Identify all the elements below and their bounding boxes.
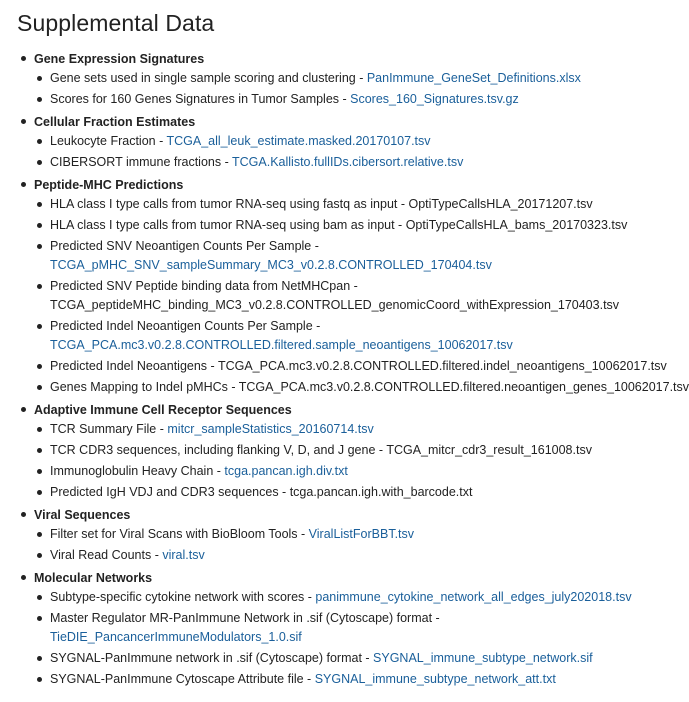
bullet-icon (37, 656, 42, 661)
file-link[interactable]: Scores_160_Signatures.tsv.gz (350, 92, 519, 106)
list-item (34, 378, 689, 397)
bullet-icon (37, 595, 42, 600)
item-description: CIBERSORT immune fractions - (50, 155, 233, 169)
section-title: Cellular Fraction Estimates (34, 115, 196, 129)
file-link[interactable]: PanImmune_GeneSet_Definitions.xlsx (366, 71, 581, 85)
list-item (34, 195, 689, 214)
bullet-icon (37, 160, 42, 165)
item-description: Scores for 160 Genes Signatures in Tumor Samples - (50, 92, 351, 106)
file-link[interactable]: tcga.pancan.igh.div.txt (224, 464, 348, 478)
item-description: Viral Read Counts - (50, 548, 163, 562)
list-item (34, 649, 689, 668)
bullet-icon (21, 119, 26, 124)
item-list (34, 588, 689, 692)
bullet-icon (37, 223, 42, 228)
list-item (34, 525, 689, 544)
section (17, 568, 689, 692)
file-link[interactable]: TieDIE_PancancerImmuneModulators_1.0.sif (50, 630, 302, 644)
list-item (34, 670, 689, 689)
list-item (34, 546, 689, 565)
item-description: Master Regulator MR-PanImmune Network in .sif (Cytoscape) format - (50, 611, 440, 625)
file-name: tcga.pancan.igh.with_barcode.txt (289, 485, 473, 499)
section (17, 112, 689, 175)
bullet-icon (37, 490, 42, 495)
list-item (34, 153, 689, 172)
list-item (34, 90, 689, 109)
item-list (34, 525, 689, 568)
bullet-icon (37, 244, 42, 249)
list-item (34, 277, 689, 315)
bullet-icon (37, 76, 42, 81)
file-name: OptiTypeCallsHLA_bams_20170323.tsv (405, 218, 628, 232)
bullet-icon (37, 139, 42, 144)
file-link[interactable]: SYGNAL_immune_subtype_network_att.txt (314, 672, 556, 686)
list-item (34, 132, 689, 151)
section-title: Molecular Networks (34, 571, 153, 585)
section-title: Viral Sequences (34, 508, 131, 522)
bullet-icon (21, 182, 26, 187)
item-description: Predicted Indel Neoantigen Counts Per Sample - (50, 319, 321, 333)
bullet-icon (37, 448, 42, 453)
item-description: SYGNAL-PanImmune network in .sif (Cytoscape) format - (50, 651, 374, 665)
file-name: TCGA_PCA.mc3.v0.2.8.CONTROLLED.filtered.indel_neoantigens_10062017.tsv (217, 359, 667, 373)
item-description: Predicted SNV Neoantigen Counts Per Sample - (50, 239, 319, 253)
list-item (34, 609, 689, 647)
bullet-icon (21, 575, 26, 580)
bullet-icon (21, 56, 26, 61)
bullet-icon (37, 532, 42, 537)
item-list (34, 420, 689, 505)
item-description: TCR CDR3 sequences, including flanking V, D, and J gene - (50, 443, 387, 457)
item-description: Predicted IgH VDJ and CDR3 sequences - (50, 485, 290, 499)
list-item (34, 483, 689, 502)
bullet-icon (37, 427, 42, 432)
file-link[interactable]: mitcr_sampleStatistics_20160714.tsv (167, 422, 374, 436)
item-description: HLA class I type calls from tumor RNA-seq using fastq as input - (50, 197, 409, 211)
section-title: Gene Expression Signatures (34, 52, 205, 66)
list-item (34, 317, 689, 355)
item-description: HLA class I type calls from tumor RNA-seq using bam as input - (50, 218, 406, 232)
item-description: Leukocyte Fraction - (50, 134, 167, 148)
file-link[interactable]: panimmune_cytokine_network_all_edges_july202018.tsv (315, 590, 632, 604)
bullet-icon (37, 97, 42, 102)
file-link[interactable]: ViralListForBBT.tsv (308, 527, 415, 541)
section-title: Peptide-MHC Predictions (34, 178, 184, 192)
item-description: TCR Summary File - (50, 422, 168, 436)
file-link[interactable]: TCGA_all_leuk_estimate.masked.20170107.tsv (166, 134, 431, 148)
bullet-icon (37, 385, 42, 390)
section-title: Adaptive Immune Cell Receptor Sequences (34, 403, 292, 417)
item-description: SYGNAL-PanImmune Cytoscape Attribute file - (50, 672, 315, 686)
list-item (34, 588, 689, 607)
list-item (34, 441, 689, 460)
bullet-icon (37, 616, 42, 621)
bullet-icon (37, 202, 42, 207)
file-name: OptiTypeCallsHLA_20171207.tsv (408, 197, 593, 211)
file-name: TCGA_mitcr_cdr3_result_161008.tsv (386, 443, 592, 457)
section (17, 400, 689, 505)
bullet-icon (37, 469, 42, 474)
bullet-icon (37, 324, 42, 329)
bullet-icon (37, 553, 42, 558)
list-item (34, 357, 689, 376)
section (17, 49, 689, 112)
page-title: Supplemental Data (17, 10, 215, 36)
file-link[interactable]: TCGA.Kallisto.fullIDs.cibersort.relative.tsv (232, 155, 464, 169)
bullet-icon (37, 284, 42, 289)
file-link[interactable]: TCGA_PCA.mc3.v0.2.8.CONTROLLED.filtered.sample_neoantigens_10062017.tsv (50, 338, 513, 352)
item-description: Filter set for Viral Scans with BioBloom Tools - (50, 527, 309, 541)
bullet-icon (37, 364, 42, 369)
item-list (34, 195, 689, 400)
list-item (34, 462, 689, 481)
bullet-icon (37, 677, 42, 682)
file-name: TCGA_peptideMHC_binding_MC3_v0.2.8.CONTROLLED_genomicCoord_withExpression_170403.tsv (50, 298, 620, 312)
list-item (34, 216, 689, 235)
bullet-icon (21, 407, 26, 412)
item-description: Predicted Indel Neoantigens - (50, 359, 218, 373)
section (17, 505, 689, 568)
file-link[interactable]: SYGNAL_immune_subtype_network.sif (373, 651, 593, 665)
list-item (34, 237, 689, 275)
item-description: Immunoglobulin Heavy Chain - (50, 464, 225, 478)
file-name: TCGA_PCA.mc3.v0.2.8.CONTROLLED.filtered.neoantigen_genes_10062017.tsv (238, 380, 689, 394)
item-description: Subtype-specific cytokine network with scores - (50, 590, 316, 604)
section (17, 175, 689, 400)
item-description: Genes Mapping to Indel pMHCs - (50, 380, 239, 394)
file-link[interactable]: TCGA_pMHC_SNV_sampleSummary_MC3_v0.2.8.CONTROLLED_170404.tsv (50, 258, 492, 272)
list-item (34, 69, 689, 88)
section-list (17, 49, 689, 692)
item-description: Gene sets used in single sample scoring and clustering - (50, 71, 367, 85)
list-item (34, 420, 689, 439)
bullet-icon (21, 512, 26, 517)
item-list (34, 69, 689, 112)
item-list (34, 132, 689, 175)
file-link[interactable]: viral.tsv (162, 548, 205, 562)
item-description: Predicted SNV Peptide binding data from NetMHCpan - (50, 279, 358, 293)
